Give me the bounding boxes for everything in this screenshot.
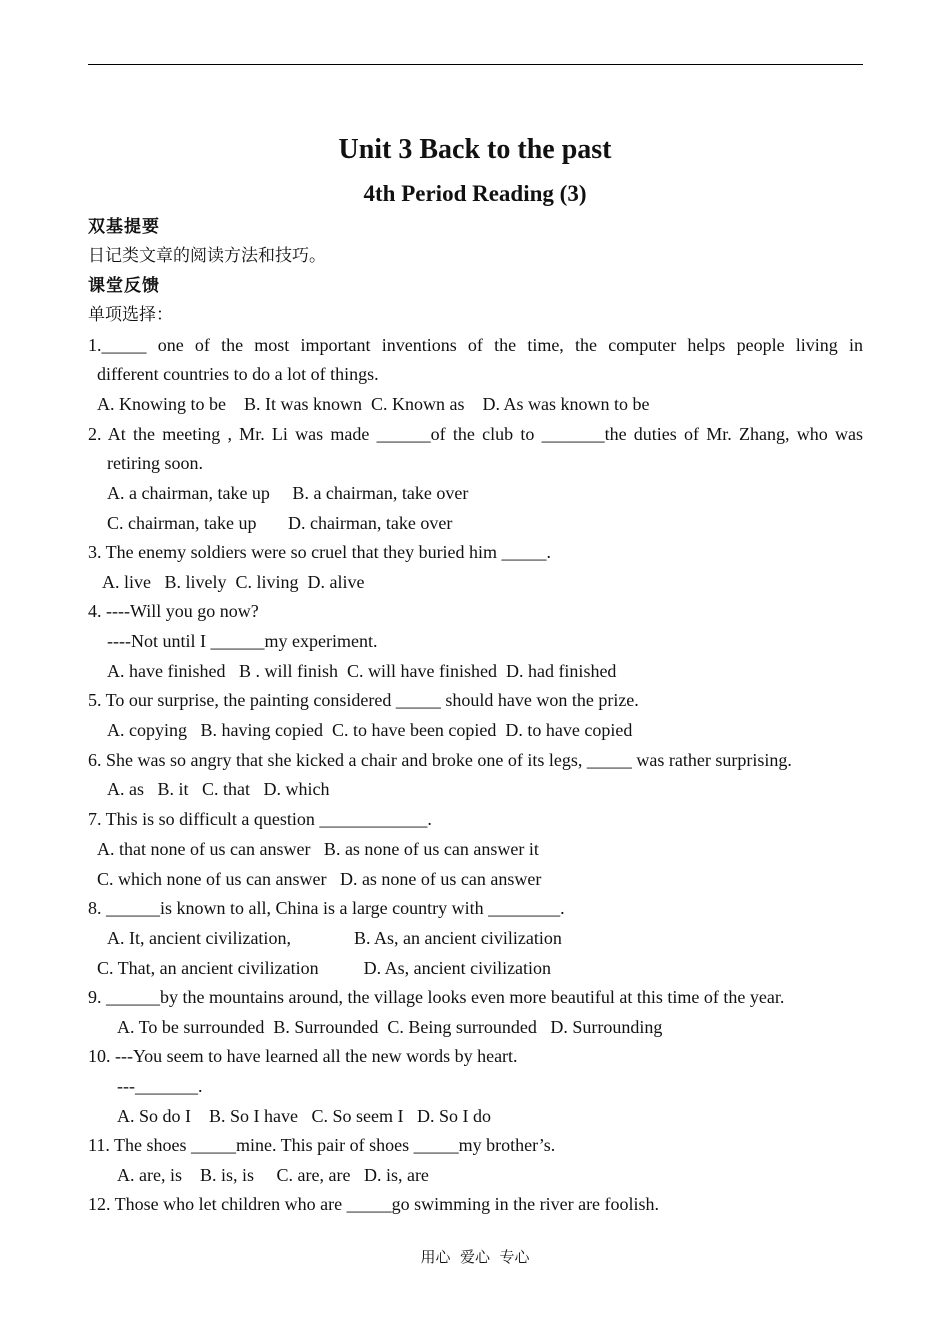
question-line: ---_______. — [117, 1076, 203, 1096]
option-line: A. It, ancient civilization, B. As, an ancient civilization — [107, 928, 562, 948]
question-line: 7. This is so difficult a question ____________. — [88, 809, 432, 829]
option-line: A. that none of us can answer B. as none of us can answer it — [97, 839, 539, 859]
question-line: 5. To our surprise, the painting considered _____ should have won the prize. — [88, 690, 639, 710]
option-line: A. To be surrounded B. Surrounded C. Being surrounded D. Surrounding — [117, 1017, 663, 1037]
section-heading-feedback: 课堂反馈 — [88, 276, 160, 296]
page-subtitle: 4th Period Reading (3) — [363, 181, 587, 206]
option-line: C. which none of us can answer D. as none of us can answer — [97, 869, 542, 889]
question-line: 2. At the meeting , Mr. Li was made ______of the club to _______the duties of Mr. Zhang, who was — [88, 424, 863, 444]
option-line: A. are, is B. is, is C. are, are D. is, are — [117, 1165, 429, 1185]
option-line: A. live B. lively C. living D. alive — [102, 572, 365, 592]
question-line: 4. ----Will you go now? — [88, 601, 259, 621]
question-line: 3. The enemy soldiers were so cruel that they buried him _____. — [88, 542, 552, 562]
option-line: C. chairman, take up D. chairman, take over — [107, 513, 453, 533]
question-line: 12. Those who let children who are _____go swimming in the river are foolish. — [88, 1194, 660, 1214]
option-line: A. have finished B . will finish C. will have finished D. had finished — [107, 661, 617, 681]
question-line: 10. ---You seem to have learned all the new words by heart. — [88, 1046, 518, 1066]
question-line: 1._____ one of the most important inventions of the time, the computer helps people living in — [88, 335, 863, 355]
section-heading-basics: 双基提要 — [88, 217, 160, 237]
option-line: A. as B. it C. that D. which — [107, 779, 330, 799]
option-line: C. That, an ancient civilization D. As, ancient civilization — [97, 958, 552, 978]
page-title: Unit 3 Back to the past — [338, 134, 612, 165]
question-line: 6. She was so angry that she kicked a chair and broke one of its legs, _____ was rather surprising. — [88, 750, 792, 770]
top-rule — [88, 64, 863, 65]
question-line: 11. The shoes _____mine. This pair of shoes _____my brother’s. — [88, 1135, 556, 1155]
page-footer: 用心 爱心 专心 — [420, 1248, 530, 1266]
option-line: A. Knowing to be B. It was known C. Known as D. As was known to be — [97, 394, 650, 414]
question-line: retiring soon. — [107, 453, 203, 473]
question-line: ----Not until I ______my experiment. — [107, 631, 378, 651]
section-text-basics: 日记类文章的阅读方法和技巧。 — [88, 246, 326, 266]
question-line: 8. ______is known to all, China is a large country with ________. — [88, 898, 565, 918]
question-line: different countries to do a lot of things. — [97, 364, 379, 384]
question-line: 9. ______by the mountains around, the village looks even more beautiful at this time of the year. — [88, 987, 785, 1007]
option-line: A. a chairman, take up B. a chairman, take over — [107, 483, 469, 503]
section-text-feedback: 单项选择： — [88, 305, 173, 325]
option-line: A. So do I B. So I have C. So seem I D. So I do — [117, 1106, 491, 1126]
option-line: A. copying B. having copied C. to have been copied D. to have copied — [107, 720, 633, 740]
